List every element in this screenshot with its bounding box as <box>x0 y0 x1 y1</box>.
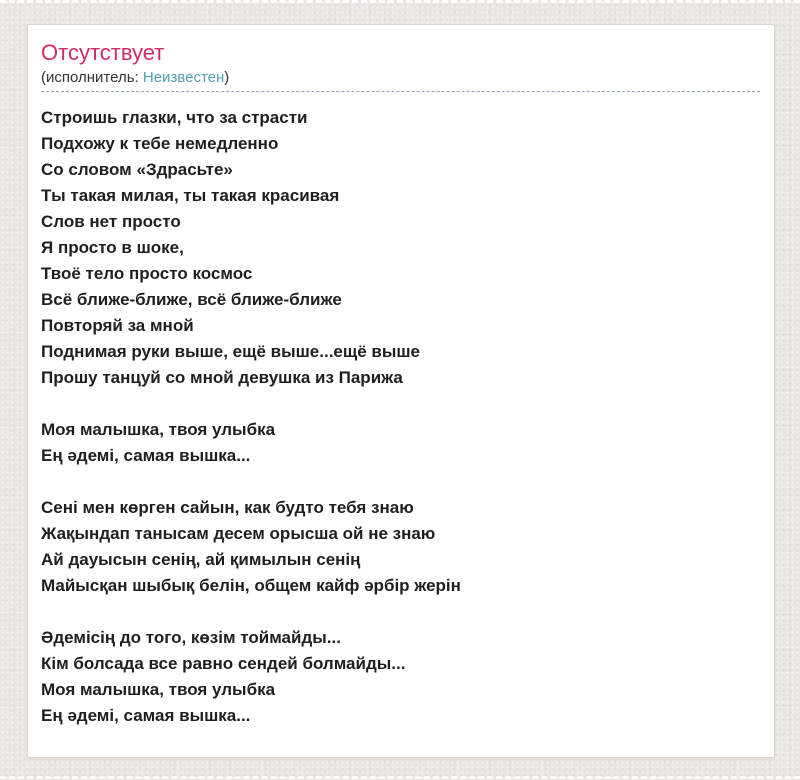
lyric-line: Моя малышка, твоя улыбка <box>41 680 276 699</box>
bottom-edge-dashed-line <box>0 776 800 779</box>
lyric-line: Ең әдемі, самая вышка... <box>41 706 251 725</box>
lyric-line: Поднимая руки выше, ещё выше...ещё выше <box>41 342 420 361</box>
lyric-line: Майысқан шыбық белін, общем кайф әрбір жерін <box>41 576 461 595</box>
lyric-line: Моя малышка, твоя улыбка <box>41 420 276 439</box>
lyric-line: Я просто в шоке, <box>41 238 184 257</box>
lyric-line <box>41 469 760 495</box>
lyric-line: Жақындап танысам десем орысша ой не знаю <box>41 524 436 543</box>
lyric-line <box>41 599 760 625</box>
lyric-line: Слов нет просто <box>41 212 181 231</box>
lyric-line: Всё ближе-ближе, всё ближе-ближе <box>41 290 342 309</box>
artist-label-prefix: (исполнитель: <box>41 69 143 86</box>
artist-line <box>41 68 760 92</box>
artist-label-suffix: ) <box>224 69 230 86</box>
song-title: Отсутствует <box>41 40 165 65</box>
lyric-line: Строишь глазки, что за страсти <box>41 108 308 127</box>
lyric-line: Ең әдемі, самая вышка... <box>41 446 251 465</box>
lyric-line: Кім болсада все равно сендей болмайды... <box>41 654 406 673</box>
top-edge-dashed-line <box>0 0 800 3</box>
lyric-line: Әдемісің до того, көзім тоймайды... <box>41 628 341 647</box>
artist-link[interactable]: Неизвестен <box>142 69 225 86</box>
lyric-line: Ай дауысын сенің, ай қимылын сенің <box>41 550 361 569</box>
lyrics-block <box>41 105 760 729</box>
lyric-line <box>41 391 760 417</box>
lyric-line: Сені мен көрген сайын, как будто тебя знаю <box>41 498 414 517</box>
lyric-line: Твоё тело просто космос <box>41 264 253 283</box>
lyric-line: Подхожу к тебе немедленно <box>41 134 279 153</box>
lyric-line: Ты такая милая, ты такая красивая <box>41 186 340 205</box>
lyric-line: Со словом «Здрасьте» <box>41 160 233 179</box>
lyric-line: Прошу танцуй со мной девушка из Парижа <box>41 368 403 387</box>
lyric-line: Повторяй за мной <box>41 316 194 335</box>
lyrics-card <box>27 24 775 758</box>
